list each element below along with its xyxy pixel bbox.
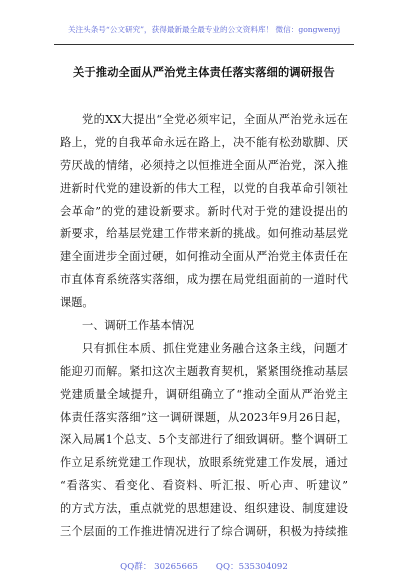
paragraph-line: 作立足系统党建工作现状，放眼系统党建工作发展，通过 (60, 456, 348, 470)
paragraph-line: 能迎刃而解。紧扣这次主题教育契机，紧紧围绕推动基层 (60, 364, 348, 378)
paragraph-line: 的方式方法，重点就党的思想建设、组织建设、制度建设 (60, 502, 348, 516)
section-heading: 一、调研工作基本情况 (82, 319, 194, 333)
header-divider (54, 44, 354, 45)
paragraph-line: 新要求，给基层党建工作带来新的挑战。如何推动基层党 (60, 227, 348, 241)
paragraph-line: 党的XX大提出“全党必须牢记，全面从严治党永远在 (82, 113, 348, 126)
paragraph-line: 党建质量全域提升，调研组确立了“推动全面从严治党主 (60, 387, 348, 401)
paragraph-line: 路上，党的自我革命永远在路上，决不能有松劲歇脚、厌 (60, 135, 348, 149)
document-title: 关于推动全面从严治党主体责任落实落细的调研报告 (73, 65, 335, 79)
footer-contact (0, 560, 408, 572)
paragraph-line: 课题。 (60, 296, 94, 310)
header-banner: 关注头条号“公文研究”，获得最新最全最专业的公文资料库！ 微信：gongwenyj (67, 25, 341, 34)
paragraph-line: 体责任落实落细”这一调研课题，从2023年9月26日起， (60, 410, 348, 424)
document-body (60, 109, 348, 544)
paragraph-line: 深入局属1个总支、5个支部进行了细致调研。整个调研工 (60, 433, 348, 447)
paragraph-line: 进新时代党的建设新的伟大工程，以党的自我革命引领社 (60, 181, 348, 195)
paragraph-line: 会革命”的党的建设新要求。新时代对于党的建设提出的 (60, 204, 348, 218)
paragraph-line: 市直体育系统落实落细，成为摆在局党组面前的一道时代 (60, 273, 348, 287)
paragraph-line: “看落实、看变化、看资料、听汇报、听心声、听建议” (60, 479, 348, 493)
paragraph-line: 建全面进步全面过硬，如何推动全面从严治党主体责任在 (60, 250, 348, 264)
qq-group-number: QQ群： 30265665 (120, 562, 198, 572)
paragraph-line: 三个层面的工作推进情况进行了综合调研，积极为持续推 (60, 525, 348, 539)
qq-number: QQ：535304092 (215, 562, 288, 572)
paragraph-line: 只有抓住本质、抓住党建业务融合这条主线，问题才 (82, 341, 348, 355)
paragraph-line: 劳厌战的情绪，必须持之以恒推进全面从严治党，深入推 (60, 158, 348, 172)
